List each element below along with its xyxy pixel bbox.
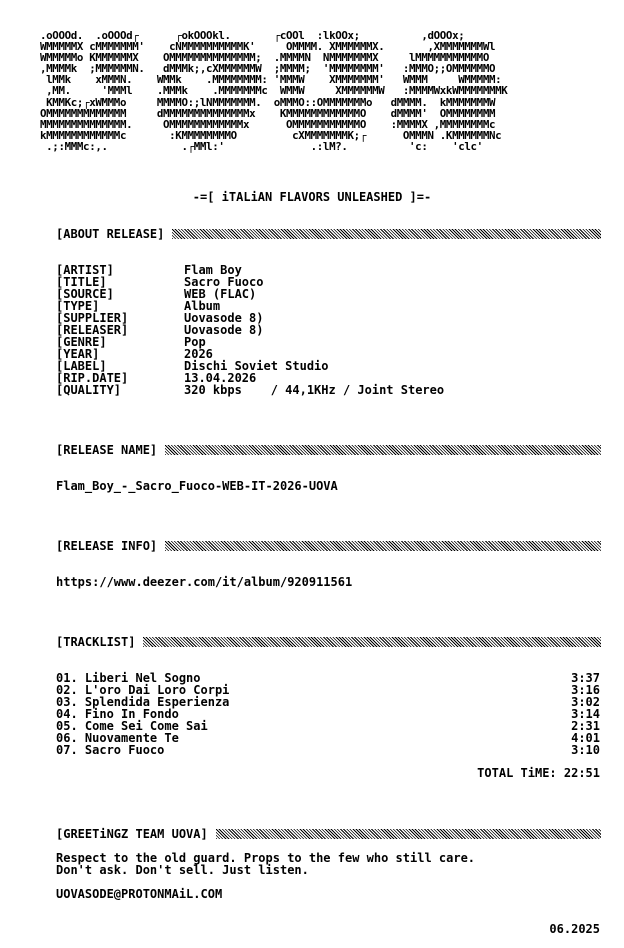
track-duration: 3:10 bbox=[571, 743, 600, 757]
field-value: 2026 bbox=[184, 347, 213, 361]
field-key: [RIP.DATE] bbox=[56, 371, 129, 385]
field-value: Sacro Fuoco bbox=[184, 275, 264, 289]
section-title: [TRACKLIST] bbox=[56, 635, 136, 649]
section-header-release-info bbox=[56, 539, 601, 553]
hatched-divider bbox=[165, 445, 601, 455]
section-header-release-name bbox=[56, 443, 601, 457]
field-key: [TITLE] bbox=[56, 275, 107, 289]
about-row-quality bbox=[56, 384, 444, 396]
track-title: 06. Nuovamente Te bbox=[56, 731, 179, 745]
contact-email: UOVASODE@PROTONMAiL.COM bbox=[56, 887, 223, 901]
track-duration: 3:37 bbox=[571, 671, 600, 685]
field-value: Dischi Soviet Studio bbox=[184, 359, 329, 373]
ascii-art-logo: .oOOOd. .oOOOd┌ ┌okOOOkl. ┌cOOl :lkOOx; ,dOOOx; WMMMMMX cMMMMMMM' cNMMMMMMMMMMK' OMMMM. XMMMMMMX. ,XMMMMMMMWl WMMMMMo KMMMMMMX OMMMMMMMMMMMMMM; .MMMMN NMMMMMMMX lMMMMMMMMMMMO ,MMMMk ;MMMMMMN. dMMMk;,cXMMMMMMW ;MMMM; 'MMMMMMMM' :MMMO;;OMMMMMMO lMMk xMMMN. WMMk .MMMMMMMM: 'MMMW XMMMMMMM' WMMM WMMMMM: ,MM. 'MMMl .MMMk .MMMMMMMc WMMW XMMMMMMW :MMMMWxkWMMMMMMMK KMMKc;┌xWMMMo MMMMO:;lNMMMMMMM. oMMMO::OMMMMMMMo dMMMM. kMMMMMMMW OMMMMMMMMMMMMM dMMMMMMMMMMMMMMx KMMMMMMMMMMMMO dMMMM' OMMMMMMMM MMMMMMMMMMMMMM. OMMMMMMMMMMMMx OMMMMMMMMMMMO :MMMMX ,MMMMMMMMc kMMMMMMMMMMMMc :KMMMMMMMMO cXMMMMMMMK;┌ OMMMN .KMMMMMMNc .;:MMMc:,. .┌MMl:' .:lM?. 'c: 'clc' bbox=[40, 29, 508, 153]
greeting-line: Don't ask. Don't sell. Just listen. bbox=[56, 863, 309, 877]
hatched-divider bbox=[172, 229, 601, 239]
track-title: 03. Splendida Esperienza bbox=[56, 695, 230, 709]
field-key: [LABEL] bbox=[56, 359, 107, 373]
field-value: 13.04.2026 bbox=[184, 371, 257, 385]
section-header-tracklist bbox=[56, 635, 601, 649]
field-value: Uovasode 8) bbox=[184, 311, 264, 325]
track-duration: 3:16 bbox=[571, 683, 600, 697]
field-value: WEB (FLAC) bbox=[184, 287, 257, 301]
track-title: 04. Fino In Fondo bbox=[56, 707, 179, 721]
field-key: [ARTIST] bbox=[56, 263, 114, 277]
field-key: [TYPE] bbox=[56, 299, 100, 313]
section-title: [ABOUT RELEASE] bbox=[56, 227, 165, 241]
field-key: [SOURCE] bbox=[56, 287, 114, 301]
track-title: 05. Come Sei Come Sai bbox=[56, 719, 208, 733]
field-key: [GENRE] bbox=[56, 335, 107, 349]
about-row-releaser bbox=[56, 324, 444, 336]
section-header-greetings bbox=[56, 827, 601, 841]
about-release-list bbox=[56, 264, 444, 396]
tagline: -=[ iTALiAN FLAVORS UNLEASHED ]=- bbox=[192, 190, 432, 204]
hatched-divider bbox=[216, 829, 601, 839]
track-title: 02. L'oro Dai Loro Corpi bbox=[56, 683, 230, 697]
track-title: 07. Sacro Fuoco bbox=[56, 743, 165, 757]
total-time: TOTAL TiME: 22:51 bbox=[477, 766, 600, 780]
field-key: [RELEASER] bbox=[56, 323, 129, 337]
track-duration: 3:14 bbox=[571, 707, 600, 721]
section-title: [GREETiNGZ TEAM UOVA] bbox=[56, 827, 208, 841]
track-duration: 2:31 bbox=[571, 719, 600, 733]
hatched-divider bbox=[165, 541, 601, 551]
section-header-about bbox=[56, 227, 601, 241]
section-title: [RELEASE INFO] bbox=[56, 539, 158, 553]
track-duration: 4:01 bbox=[571, 731, 600, 745]
track-title: 01. Liberi Nel Sogno bbox=[56, 671, 201, 685]
greetings-text bbox=[56, 852, 475, 876]
about-row-genre bbox=[56, 336, 444, 348]
hatched-divider bbox=[143, 637, 601, 647]
field-value: Pop bbox=[184, 335, 206, 349]
field-value: Uovasode 8) bbox=[184, 323, 264, 337]
greeting-line: Respect to the old guard. Props to the few who still care. bbox=[56, 851, 476, 865]
about-row-source bbox=[56, 288, 444, 300]
track-row bbox=[56, 744, 600, 756]
field-key: [YEAR] bbox=[56, 347, 100, 361]
release-info-url: https://www.deezer.com/it/album/920911561 bbox=[56, 575, 353, 589]
footer-date: 06.2025 bbox=[549, 922, 600, 936]
release-name-value: Flam_Boy_-_Sacro_Fuoco-WEB-IT-2026-UOVA bbox=[56, 479, 338, 493]
field-key: [QUALITY] bbox=[56, 383, 122, 397]
tracklist bbox=[56, 672, 600, 756]
field-key: [SUPPLIER] bbox=[56, 311, 129, 325]
field-value: Album bbox=[184, 299, 221, 313]
field-value: Flam Boy bbox=[184, 263, 242, 277]
section-title: [RELEASE NAME] bbox=[56, 443, 158, 457]
field-value: 320 kbps / 44,1KHz / Joint Stereo bbox=[184, 383, 445, 397]
track-duration: 3:02 bbox=[571, 695, 600, 709]
